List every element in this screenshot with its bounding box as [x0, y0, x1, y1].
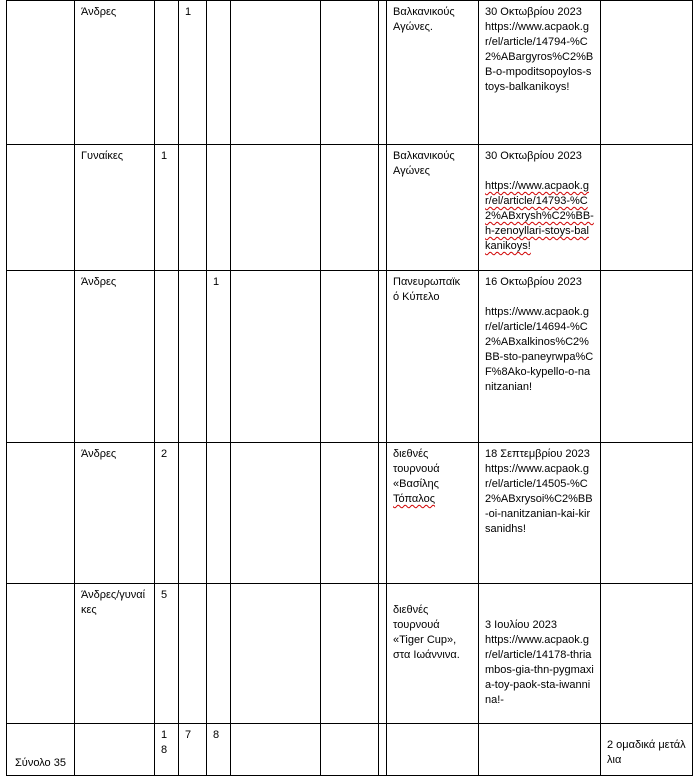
bronze-count-cell: [207, 443, 231, 584]
event-line: ό Κύπελο: [393, 291, 440, 303]
empty-cell: [231, 724, 321, 776]
empty-cell: [7, 443, 75, 584]
note-cell: [601, 1, 693, 145]
silver-count-cell: 1: [179, 1, 207, 145]
total-note: 2 ομαδικά μετάλλια: [601, 724, 693, 776]
date-text: 18 Σεπτεμβρίου 2023: [485, 448, 590, 460]
event-cell: [387, 584, 479, 724]
event-line: «Tiger Cup»,: [393, 634, 457, 646]
table-row: [7, 145, 693, 271]
event-line: Βαλκανικούς: [393, 150, 455, 162]
note-cell: [601, 271, 693, 443]
empty-cell: [321, 443, 379, 584]
empty-cell: [379, 145, 387, 271]
bronze-count-cell: [207, 584, 231, 724]
empty-cell: [321, 1, 379, 145]
category-cell: Άνδρες/γυναίκες: [75, 584, 155, 724]
empty-cell: [75, 724, 155, 776]
event-cell: [387, 145, 479, 271]
empty-cell: [379, 443, 387, 584]
empty-cell: [231, 584, 321, 724]
total-gold: 18: [155, 724, 179, 776]
empty-cell: [231, 443, 321, 584]
date-text: 3 Ιουλίου 2023: [485, 619, 557, 631]
event-line: Αγώνες.: [393, 21, 433, 33]
silver-count-cell: [179, 145, 207, 271]
source-url: https://www.acpaok.gr/el/article/14694-%C2%ABxalkinos%C2%BB-sto-paneyrwpa%CF%8Ako-kypello-o-nanitzanian!: [485, 306, 594, 393]
empty-cell: [387, 724, 479, 776]
date-source-cell: [479, 271, 601, 443]
empty-cell: [321, 145, 379, 271]
bronze-count-cell: 1: [207, 271, 231, 443]
event-cell: [387, 443, 479, 584]
note-cell: [601, 584, 693, 724]
event-line: στα Ιωάννινα.: [393, 649, 460, 661]
event-line: διεθνές: [393, 604, 429, 616]
empty-cell: [231, 1, 321, 145]
date-text: 30 Οκτωβρίου 2023: [485, 6, 582, 18]
empty-cell: [379, 271, 387, 443]
source-url: https://www.acpaok.gr/el/article/14794-%C2%ABargyros%C2%BB-o-mpoditsopoylos-stoys-balkanikoys!: [485, 21, 594, 93]
empty-cell: [479, 724, 601, 776]
empty-cell: [7, 584, 75, 724]
total-bronze: 8: [207, 724, 231, 776]
category-cell: Άνδρες: [75, 1, 155, 145]
event-line: «Βασίλης: [393, 478, 439, 490]
total-silver: 7: [179, 724, 207, 776]
empty-cell: [231, 145, 321, 271]
category-cell: Γυναίκες: [75, 145, 155, 271]
date-source-cell: [479, 145, 601, 271]
empty-cell: [7, 271, 75, 443]
gold-count-cell: 5: [155, 584, 179, 724]
gold-count-cell: [155, 271, 179, 443]
table-row: [7, 271, 693, 443]
table-row: [7, 584, 693, 724]
date-source-cell: [479, 1, 601, 145]
source-url: https://www.acpaok.gr/el/article/14793-%C2%ABxrysh%C2%BB-h-zenoyllari-stoys-balkanikoys!: [485, 180, 594, 252]
source-url: https://www.acpaok.gr/el/article/14505-%C2%ABxrysoi%C2%BB-oi-nanitzanian-kai-kirsanidhs!: [485, 463, 593, 535]
empty-cell: [321, 724, 379, 776]
date-text: 16 Οκτωβρίου 2023: [485, 276, 582, 288]
medals-table: [6, 0, 693, 776]
event-line: Πανευρωπαϊκ: [393, 276, 461, 288]
silver-count-cell: [179, 584, 207, 724]
gold-count-cell: 1: [155, 145, 179, 271]
total-row: [7, 724, 693, 776]
bronze-count-cell: [207, 1, 231, 145]
empty-cell: [231, 271, 321, 443]
event-line: τουρνουά: [393, 463, 440, 475]
event-line: Αγώνες: [393, 165, 430, 177]
table-row: [7, 443, 693, 584]
note-cell: [601, 443, 693, 584]
date-source-cell: [479, 584, 601, 724]
gold-count-cell: 2: [155, 443, 179, 584]
silver-count-cell: [179, 271, 207, 443]
silver-count-cell: [179, 443, 207, 584]
empty-cell: [379, 1, 387, 145]
note-cell: [601, 145, 693, 271]
event-line: Βαλκανικούς: [393, 6, 455, 18]
gold-count-cell: [155, 1, 179, 145]
date-source-cell: [479, 443, 601, 584]
bronze-count-cell: [207, 145, 231, 271]
empty-cell: [321, 271, 379, 443]
event-line: Τόπαλος: [393, 493, 436, 505]
event-line: διεθνές: [393, 448, 429, 460]
category-cell: Άνδρες: [75, 443, 155, 584]
table-row: [7, 1, 693, 145]
event-line: τουρνουά: [393, 619, 440, 631]
empty-cell: [379, 584, 387, 724]
empty-cell: [7, 1, 75, 145]
total-label: Σύνολο 35: [7, 724, 75, 776]
empty-cell: [321, 584, 379, 724]
source-url: https://www.acpaok.gr/el/article/14178-thriambos-gia-thn-pygmaxia-toy-paok-sta-iwannina!-: [485, 634, 594, 706]
event-cell: [387, 1, 479, 145]
date-text: 30 Οκτωβρίου 2023: [485, 150, 582, 162]
empty-cell: [7, 145, 75, 271]
empty-cell: [379, 724, 387, 776]
category-cell: Άνδρες: [75, 271, 155, 443]
event-cell: [387, 271, 479, 443]
